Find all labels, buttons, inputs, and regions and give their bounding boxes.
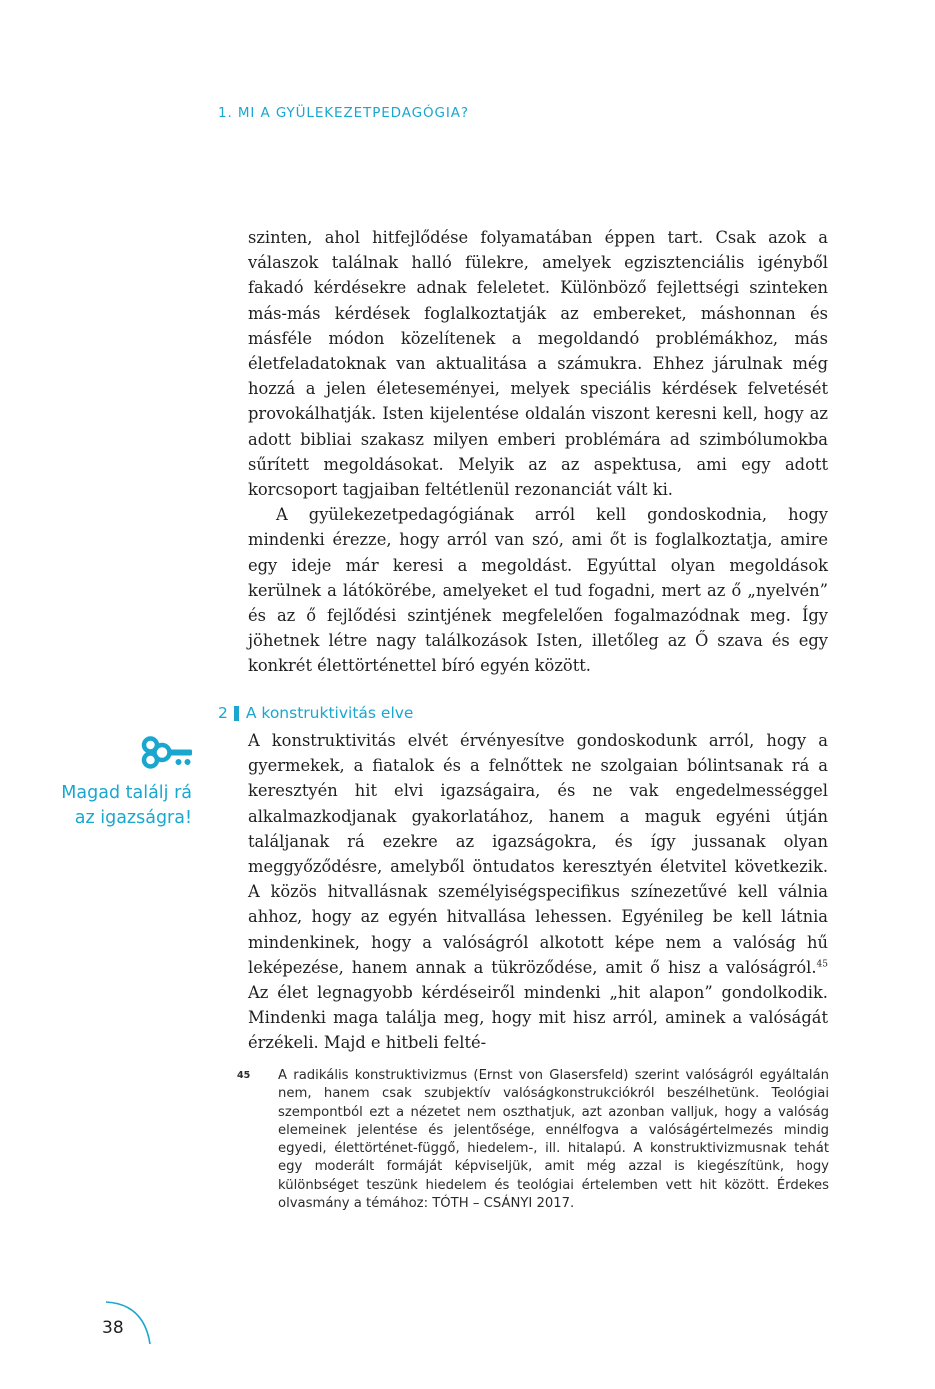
footnote-text: A radikális konstruktivizmus (Ernst von Glasersfeld) szerint valóságról egyáltalán nem, hanem csak szubjektív valóságkonstrukciókról beszélhetünk. Teológiai szempontból ezt a nézetet nem oszthatjuk, azt azonban valljuk, hogy a valóság elemeinek jelentése és jelentősége, ennélfogva a valóságértelmezés mindig egyedi, élettörténet-függő, hiedelem-, ill. hitalapú. A konstruktivizmusnak tehát egy moderált formáját képviseljük, amit még azzal is kiegészítünk, hogy különbséget teszünk hiedelem és teológiai értelemben vett hit között. Érdekes olvasmány a témához: TÓTH – CSÁNYI 2017.	[278, 1068, 829, 1212]
footnote-reference[interactable]: 45	[816, 959, 828, 970]
section-text-block	[248, 728, 828, 1056]
main-text-block	[248, 225, 828, 679]
section-number: 2	[218, 704, 228, 722]
section-heading	[218, 704, 413, 722]
margin-note-line2: az igazságra!	[74, 808, 192, 828]
key-icon	[140, 733, 194, 771]
margin-note	[30, 781, 192, 831]
section-bar	[234, 706, 239, 721]
paragraph-continued: szinten, ahol hitfejlődése folyamatában éppen tart. Csak azok a válaszok találnak halló fülekre, amelyek egzisztenciális igényből fakadó kérdésekre adnak feleletet. Különböző fejlettségi szinteken más-más kérdések foglalkoztatják az embereket, máshonnan és másféle módon közelítenek a megoldandó problémákhoz, más életfeladatoknak van aktualitása a számukra. Ehhez járulnak még hozzá a jelen életeseményei, melyek speciális kérdések felvetését provokálhatják. Isten kijelentése oldalán viszont keresni kell, hogy az adott bibliai szakasz milyen emberi problémára ad szimbólumokba sűrített megoldásokat. Melyik az az aspektusa, ami egy adott korcsoport tagjaiban feltétlenül rezonanciát vált ki.	[248, 228, 828, 500]
running-head: 1. MI A GYÜLEKEZETPEDAGÓGIA?	[218, 105, 469, 121]
margin-note-line1: Magad találj rá	[61, 783, 192, 803]
paragraph: A gyülekezetpedagógiának arról kell gondoskodnia, hogy mindenki érezze, hogy arról van szó, ami őt is foglalkoztatja, amire egy ideje már keresi a megoldást. Egyúttal olyan megoldások kerülnek a látókörébe, amelyeket el tud fogadni, mert az ő „nyelvén” és az ő fejlődési szintjének megfelelően fogalmazódnak meg. Így jöhetnek létre nagy találkozások Isten, illetőleg az Ő szava és egy konkrét élettörténettel bíró egyén között.	[248, 505, 828, 676]
section-paragraph-text: A konstruktivitás elvét érvényesítve gondoskodunk arról, hogy a gyermekek, a fiatalok és a felnőttek ne szolgaian bólintsanak rá a keresztyén hit elvi igazságaira, és ne vak engedelmességgel alkalmazkodjanak gyakorlatához, hanem a maguk egyéni útján találjanak rá ezekre az igazságokra, és így jussanak olyan meggyőződésre, amelyből öntudatos keresztyén életvitel következik. A közös hitvallásnak személyiségspecifikus színezetűvé kell válnia ahhoz, hogy az egyén hitvallása lehessen. Egyénileg be kell látnia mindenkinek, hogy a valóságról alkotott képe nem a valóság hű leképezése, hanem annak a tükröződése, amit ő hisz a valóságról.	[248, 731, 828, 977]
section-paragraph	[248, 728, 828, 1056]
section-paragraph-text-cont: Az élet legnagyobb kérdéseiről mindenki „hit alapon” gondolkodik. Mindenki maga találja meg, hogy mit hisz arról, aminek a valóságát érzékeli. Majd e hitbeli felté-	[248, 983, 828, 1053]
footnote-number: 45	[237, 1070, 251, 1081]
section-title: A konstruktivitás elve	[245, 704, 414, 722]
footnote	[237, 1067, 829, 1213]
page-number: 38	[102, 1318, 124, 1338]
